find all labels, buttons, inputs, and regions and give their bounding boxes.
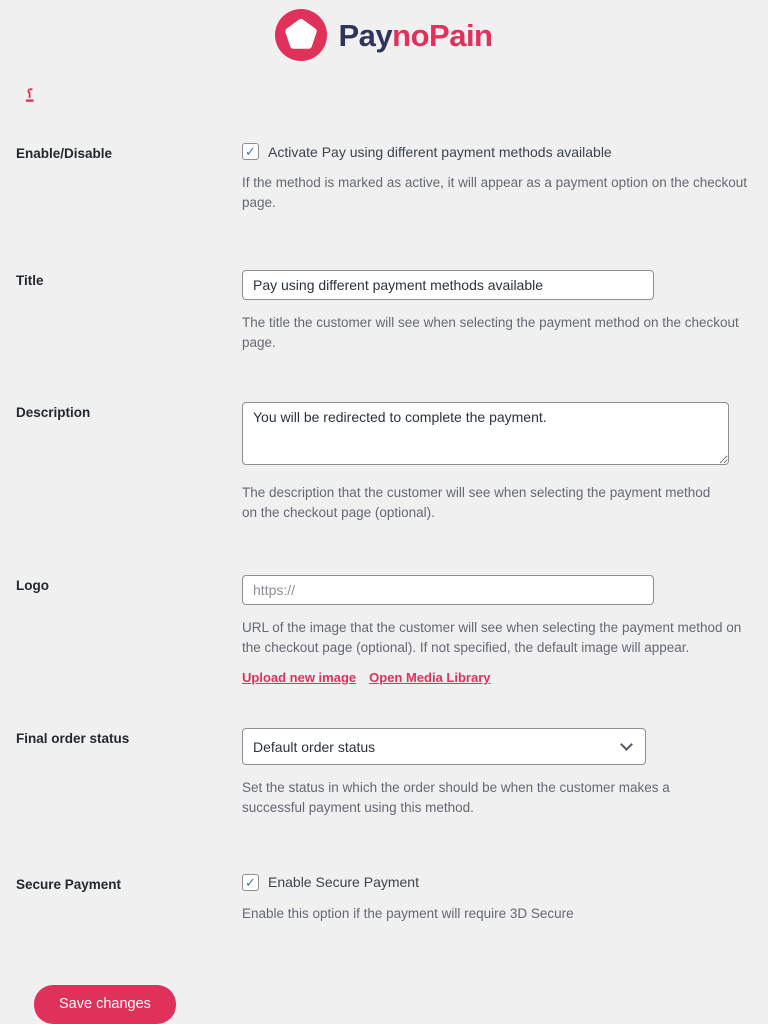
gateway-settings-form bbox=[0, 143, 768, 1024]
description-textarea[interactable] bbox=[242, 402, 729, 465]
row-secure-payment bbox=[0, 874, 768, 924]
upload-new-image-link[interactable]: Upload new image bbox=[242, 670, 357, 685]
enable-disable-description: If the method is marked as active, it will appear as a payment option on the checkout page. bbox=[242, 175, 748, 211]
description-description: The description that the customer will see when selecting the payment method on the checkout page (optional). bbox=[242, 485, 711, 521]
title-label: Title bbox=[16, 272, 44, 288]
check-icon: ✓ bbox=[245, 144, 256, 159]
row-logo bbox=[0, 575, 768, 686]
row-title bbox=[0, 270, 768, 354]
enable-disable-label: Enable/Disable bbox=[16, 146, 113, 161]
save-changes-button[interactable]: Save changes bbox=[34, 985, 176, 1024]
brand-logo-text-accent: noPain bbox=[392, 17, 493, 53]
title-input[interactable] bbox=[242, 270, 654, 300]
secure-payment-description: Enable this option if the payment will require 3D Secure bbox=[242, 905, 574, 921]
logo-label: Logo bbox=[16, 577, 49, 593]
activate-checkbox[interactable] bbox=[242, 143, 259, 160]
secure-payment-checkbox-label: Enable Secure Payment bbox=[268, 874, 419, 890]
activate-checkbox-label: Activate Pay using different payment methods available bbox=[268, 143, 612, 160]
brand-logo-text-primary: Pay bbox=[338, 17, 393, 53]
row-enable-disable bbox=[0, 143, 768, 214]
chevron-down-icon bbox=[620, 738, 633, 751]
secure-payment-label: Secure Payment bbox=[16, 876, 122, 892]
description-label: Description bbox=[16, 405, 91, 420]
final-order-status-select[interactable] bbox=[242, 728, 646, 765]
logo-description: URL of the image that the customer will see when selecting the payment method on the checkout page (optional). If not specified, the default image will appear. bbox=[242, 619, 742, 655]
final-order-status-selected-value: Default order status bbox=[253, 738, 376, 755]
row-description bbox=[0, 402, 768, 524]
title-description: The title the customer will see when selecting the payment method on the checkout page. bbox=[242, 314, 739, 350]
logo-url-input[interactable] bbox=[242, 575, 654, 605]
open-media-library-link[interactable]: Open Media Library bbox=[369, 670, 491, 685]
return-arrow-icon[interactable] bbox=[22, 87, 37, 109]
secure-payment-checkbox[interactable] bbox=[242, 874, 259, 891]
brand-header bbox=[0, 0, 768, 61]
paynopain-logo-icon bbox=[275, 9, 327, 61]
row-final-order-status bbox=[0, 728, 768, 819]
final-order-status-label: Final order status bbox=[16, 731, 130, 746]
check-icon: ✓ bbox=[245, 874, 256, 890]
final-order-status-description: Set the status in which the order should be when the customer makes a successful payment using this method. bbox=[242, 780, 670, 816]
brand-logo-text bbox=[338, 17, 493, 53]
